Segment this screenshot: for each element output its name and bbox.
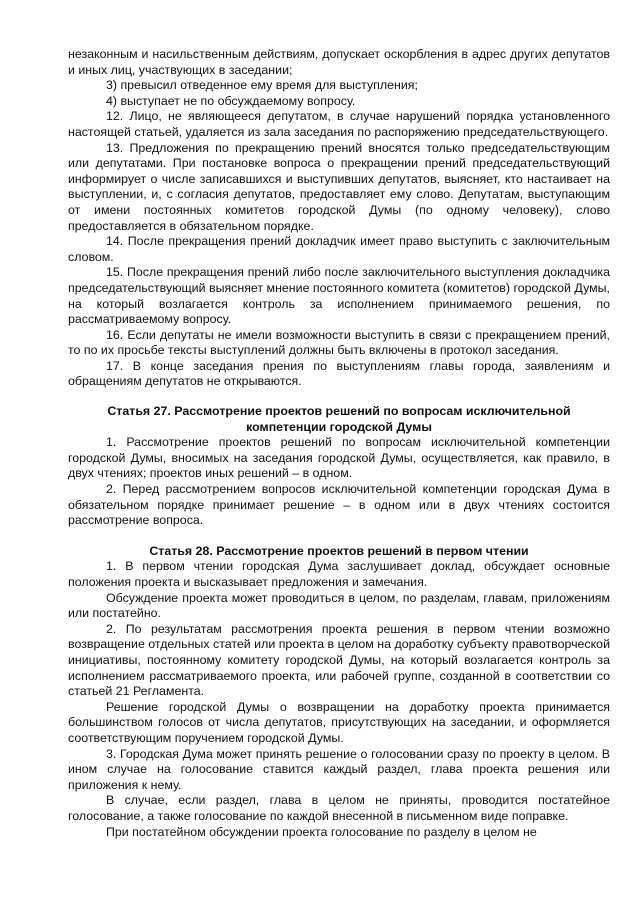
- paragraph: 3. Городская Дума может принять решение о голосовании сразу по проекту в целом. В ином случае на голосование ставится каждый раздел, глава проекта решения или приложения к нему.: [68, 746, 610, 792]
- paragraph: 3) превысил отведенное ему время для выступления;: [106, 78, 418, 93]
- paragraph: 1. В первом чтении городская Дума заслушивает доклад, обсуждает основные положения проекта и высказывает предложения и замечания.: [68, 559, 610, 589]
- document-page: [68, 47, 610, 840]
- paragraph: 14. После прекращения прений докладчик имеет право выступить с заключительным словом.: [68, 234, 610, 264]
- paragraph: 15. После прекращения прений либо после заключительного выступления докладчика председательствующий выясняет мнение постоянного комитета (комитетов) городской Думы, на который возлагается контроль за исполнением принимаемого решения, по рассматриваемому вопросу.: [68, 265, 610, 327]
- paragraph: 17. В конце заседания прения по выступлениям главы города, заявлениям и обращениям депутатов не открываются.: [68, 358, 610, 389]
- article-28-heading: Статья 28. Рассмотрение проектов решений в первом чтении: [149, 543, 529, 558]
- paragraph: 12. Лицо, не являющееся депутатом, в случае нарушений порядка установленного настоящей статьей, удаляется из зала заседания по распоряжению председательствующего.: [68, 109, 610, 139]
- paragraph: Решение городской Думы о возвращении на доработку проекта принимается большинством голосов от числа депутатов, присутствующих на заседании, и оформляется соответствующим поручением городской Думы.: [68, 699, 610, 745]
- paragraph: 16. Если депутаты не имели возможности выступить в связи с прекращением прений, то по их просьбе тексты выступлений должны быть включены в протокол заседания.: [68, 327, 610, 358]
- article-27-heading-line-2: компетенции городской Думы: [246, 419, 432, 434]
- paragraph: 2. Перед рассмотрением вопросов исключительной компетенции городская Дума в обязательном порядке принимает решение – в одном или в двух чтениях состоится рассмотрение вопроса.: [68, 482, 610, 528]
- paragraph: 13. Предложения по прекращению прений вносятся только председательствующим или депутатами. При постановке вопроса о прекращении прений председательствующий информирует о числе записавшихся и выступивших депутатов, выясняет, кто настаивает на выступлении, и, с согласия депутатов, предоставляет ему слово. Депутатам, выступающим от имени постоянных комитетов городской Думы (по одному человеку), слово предоставляется в обязательном порядке.: [68, 140, 610, 233]
- spacer: [68, 529, 610, 544]
- paragraph: 4) выступает не по обсуждаемому вопросу.: [106, 93, 356, 108]
- article-27-heading-line-1: Статья 27. Рассмотрение проектов решений по вопросам исключительной: [107, 404, 571, 419]
- paragraph: незаконным и насильственным действиям, допускает оскорбления в адрес других депутатов и иных лиц, участвующих в заседании;: [68, 47, 610, 77]
- paragraph: Обсуждение проекта может проводиться в целом, по разделам, главам, приложениям или постатейно.: [68, 590, 610, 621]
- paragraph: 1. Рассмотрение проектов решений по вопросам исключительной компетенции городской Думы, вносимых на заседания городской Думы, осуществляется, как правило, в двух чтениях; проектов иных решений – в одном.: [68, 435, 610, 481]
- paragraph: В случае, если раздел, глава в целом не приняты, проводится постатейное голосование, а также голосование по каждой внесенной в письменном виде поправке.: [68, 793, 610, 823]
- article-27-heading: [68, 404, 610, 435]
- paragraph: 2. По результатам рассмотрения проекта решения в первом чтении возможно возвращение отдельных статей или проекта в целом на доработку субъекту правотворческой инициативы, постоянному комитету городской Думы, на который возлагается контроль за исполнением рассматриваемого проекта, или рабочей группе, созданной в соответствии со статьей 21 Регламента.: [68, 621, 610, 699]
- paragraph: При постатейном обсуждении проекта голосование по разделу в целом не: [106, 824, 537, 839]
- spacer: [68, 390, 610, 404]
